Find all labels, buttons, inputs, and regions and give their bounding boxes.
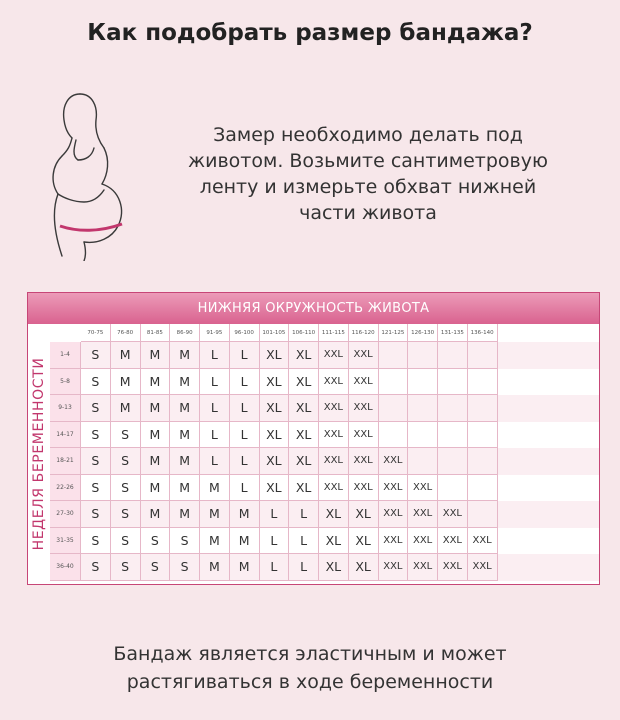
size-cell: L xyxy=(289,528,319,555)
size-cell: L xyxy=(230,448,260,475)
table-body xyxy=(50,342,599,581)
size-cell: L xyxy=(230,395,260,422)
size-cell: XL xyxy=(349,501,379,528)
size-cell: XL xyxy=(289,342,319,369)
week-cell: 31-35 xyxy=(50,528,81,555)
size-cell: XXL xyxy=(349,448,379,475)
table-row xyxy=(50,554,599,581)
size-cell: XXL xyxy=(349,369,379,396)
size-cell: S xyxy=(81,475,111,502)
size-cell: XXL xyxy=(438,528,468,555)
size-cell: S xyxy=(141,528,171,555)
range-cell: 131-135 xyxy=(438,324,468,342)
size-cell xyxy=(468,448,498,475)
size-cell: XXL xyxy=(379,475,409,502)
size-cell: XXL xyxy=(349,475,379,502)
size-cell: M xyxy=(111,395,141,422)
size-cell: XXL xyxy=(408,528,438,555)
size-cell: M xyxy=(200,475,230,502)
instruction-text xyxy=(140,122,596,226)
size-cell: S xyxy=(111,501,141,528)
size-cell xyxy=(468,501,498,528)
size-cell: XL xyxy=(260,422,290,449)
size-cell: XL xyxy=(289,369,319,396)
size-cell: XXL xyxy=(319,475,349,502)
size-cell: M xyxy=(200,501,230,528)
range-cell: 81-85 xyxy=(141,324,171,342)
instruction-line: ленту и измерьте обхват нижней xyxy=(199,176,537,198)
size-cell: XXL xyxy=(408,475,438,502)
size-cell: M xyxy=(170,342,200,369)
week-cell: 5-8 xyxy=(50,369,81,396)
size-cell: S xyxy=(81,528,111,555)
size-cell: XXL xyxy=(319,448,349,475)
size-cell xyxy=(468,422,498,449)
size-cell: M xyxy=(170,422,200,449)
instruction-line: животом. Возьмите сантиметровую xyxy=(188,150,548,172)
size-cell xyxy=(438,475,468,502)
size-cell: XL xyxy=(349,528,379,555)
size-cell: M xyxy=(170,369,200,396)
size-cell: L xyxy=(200,422,230,449)
size-cell: XL xyxy=(289,395,319,422)
table-row xyxy=(50,448,599,475)
size-cell xyxy=(408,448,438,475)
size-cell: S xyxy=(81,369,111,396)
size-table xyxy=(27,292,600,585)
size-cell: M xyxy=(111,369,141,396)
size-cell: M xyxy=(141,501,171,528)
size-cell: L xyxy=(289,501,319,528)
size-cell: XXL xyxy=(408,501,438,528)
size-cell: XXL xyxy=(468,528,498,555)
size-cell: L xyxy=(200,395,230,422)
size-cell xyxy=(468,475,498,502)
size-cell: S xyxy=(81,501,111,528)
size-cell: XXL xyxy=(408,554,438,581)
size-cell: XXL xyxy=(438,554,468,581)
size-cell: M xyxy=(141,342,171,369)
size-cell: S xyxy=(111,422,141,449)
size-cell xyxy=(379,342,409,369)
table-side-label xyxy=(28,324,50,584)
size-cell: XL xyxy=(260,342,290,369)
size-cell xyxy=(468,395,498,422)
size-cell: S xyxy=(170,554,200,581)
size-cell: M xyxy=(141,475,171,502)
range-cell: 76-80 xyxy=(111,324,141,342)
range-cell: 101-105 xyxy=(260,324,290,342)
size-cell: L xyxy=(260,501,290,528)
week-cell: 22-26 xyxy=(50,475,81,502)
size-cell: XL xyxy=(260,395,290,422)
size-cell: S xyxy=(81,395,111,422)
table-header: НИЖНЯЯ ОКРУЖНОСТЬ ЖИВОТА xyxy=(28,293,599,324)
size-cell: XXL xyxy=(319,422,349,449)
size-cell xyxy=(438,342,468,369)
size-cell: XXL xyxy=(379,501,409,528)
week-cell: 14-17 xyxy=(50,422,81,449)
size-cell: S xyxy=(81,422,111,449)
table-row xyxy=(50,501,599,528)
size-cell: M xyxy=(170,475,200,502)
table-row xyxy=(50,528,599,555)
size-cell: XL xyxy=(289,422,319,449)
page-title: Как подобрать размер бандажа? xyxy=(87,20,533,46)
pregnant-woman-illustration xyxy=(28,86,138,261)
size-cell: L xyxy=(230,342,260,369)
range-cell: 106-110 xyxy=(289,324,319,342)
size-cell: L xyxy=(200,448,230,475)
table-row xyxy=(50,422,599,449)
size-cell: M xyxy=(170,448,200,475)
range-cell: 136-140 xyxy=(468,324,498,342)
size-cell: XL xyxy=(260,475,290,502)
size-cell: L xyxy=(230,369,260,396)
range-cell: 126-130 xyxy=(408,324,438,342)
week-cell: 36-40 xyxy=(50,554,81,581)
side-label-text: НЕДЕЛЯ БЕРЕМЕННОСТИ xyxy=(31,357,47,551)
week-cell: 1-4 xyxy=(50,342,81,369)
range-cell: 86-90 xyxy=(170,324,200,342)
size-cell: M xyxy=(200,528,230,555)
size-cell: XL xyxy=(349,554,379,581)
range-cell: 96-100 xyxy=(230,324,260,342)
size-cell: S xyxy=(170,528,200,555)
week-cell: 9-13 xyxy=(50,395,81,422)
size-cell: L xyxy=(230,422,260,449)
week-cell: 27-30 xyxy=(50,501,81,528)
instruction-line: Замер необходимо делать под xyxy=(213,124,523,146)
range-cell: 91-95 xyxy=(200,324,230,342)
size-cell: M xyxy=(230,554,260,581)
range-cell: 116-120 xyxy=(349,324,379,342)
size-cell: L xyxy=(289,554,319,581)
size-cell: XL xyxy=(289,448,319,475)
size-cell: XXL xyxy=(319,369,349,396)
size-cell: S xyxy=(81,342,111,369)
size-cell: XXL xyxy=(379,554,409,581)
size-cell: L xyxy=(200,369,230,396)
size-cell xyxy=(408,342,438,369)
size-cell: L xyxy=(260,528,290,555)
size-cell: L xyxy=(200,342,230,369)
size-cell: XXL xyxy=(319,342,349,369)
size-cell: S xyxy=(111,448,141,475)
size-cell: M xyxy=(230,501,260,528)
size-cell: L xyxy=(260,554,290,581)
size-cell xyxy=(438,395,468,422)
size-cell: XXL xyxy=(319,395,349,422)
table-row xyxy=(50,342,599,369)
size-cell xyxy=(408,369,438,396)
size-cell: M xyxy=(141,369,171,396)
size-cell: M xyxy=(141,395,171,422)
table-row xyxy=(50,475,599,502)
footer-line: Бандаж является эластичным и может xyxy=(113,643,507,665)
size-cell: XL xyxy=(319,528,349,555)
range-cell: 111-115 xyxy=(319,324,349,342)
size-cell xyxy=(408,422,438,449)
size-cell: S xyxy=(111,475,141,502)
size-cell: XXL xyxy=(379,528,409,555)
size-cell: M xyxy=(230,528,260,555)
size-cell: XXL xyxy=(349,342,379,369)
table-row xyxy=(50,395,599,422)
range-cell: 70-75 xyxy=(81,324,111,342)
week-cell: 18-21 xyxy=(50,448,81,475)
size-cell: XL xyxy=(260,448,290,475)
size-cell: XL xyxy=(289,475,319,502)
size-cell xyxy=(379,422,409,449)
size-cell: XL xyxy=(319,554,349,581)
size-cell: XL xyxy=(319,501,349,528)
footer-note xyxy=(0,640,620,696)
size-cell xyxy=(408,395,438,422)
size-cell xyxy=(379,369,409,396)
size-cell: S xyxy=(111,554,141,581)
size-cell: M xyxy=(111,342,141,369)
size-cell: M xyxy=(170,395,200,422)
size-cell: M xyxy=(141,422,171,449)
size-cell: S xyxy=(81,554,111,581)
size-cell: XXL xyxy=(379,448,409,475)
size-cell: XXL xyxy=(349,395,379,422)
table-row xyxy=(50,369,599,396)
size-cell: S xyxy=(111,528,141,555)
size-cell: M xyxy=(200,554,230,581)
footer-line: растягиваться в ходе беременности xyxy=(126,671,494,693)
size-cell xyxy=(438,369,468,396)
size-cell: XL xyxy=(260,369,290,396)
size-cell: M xyxy=(141,448,171,475)
size-cell: XXL xyxy=(468,554,498,581)
range-header-row xyxy=(81,324,498,342)
size-cell: XXL xyxy=(349,422,379,449)
instruction-line: части живота xyxy=(299,202,437,224)
size-cell: XXL xyxy=(438,501,468,528)
size-cell xyxy=(438,422,468,449)
size-cell xyxy=(468,342,498,369)
size-cell xyxy=(438,448,468,475)
size-cell: S xyxy=(141,554,171,581)
size-cell xyxy=(379,395,409,422)
range-cell: 121-125 xyxy=(379,324,409,342)
size-cell: L xyxy=(230,475,260,502)
size-cell: S xyxy=(81,448,111,475)
size-cell xyxy=(468,369,498,396)
size-cell: M xyxy=(170,501,200,528)
